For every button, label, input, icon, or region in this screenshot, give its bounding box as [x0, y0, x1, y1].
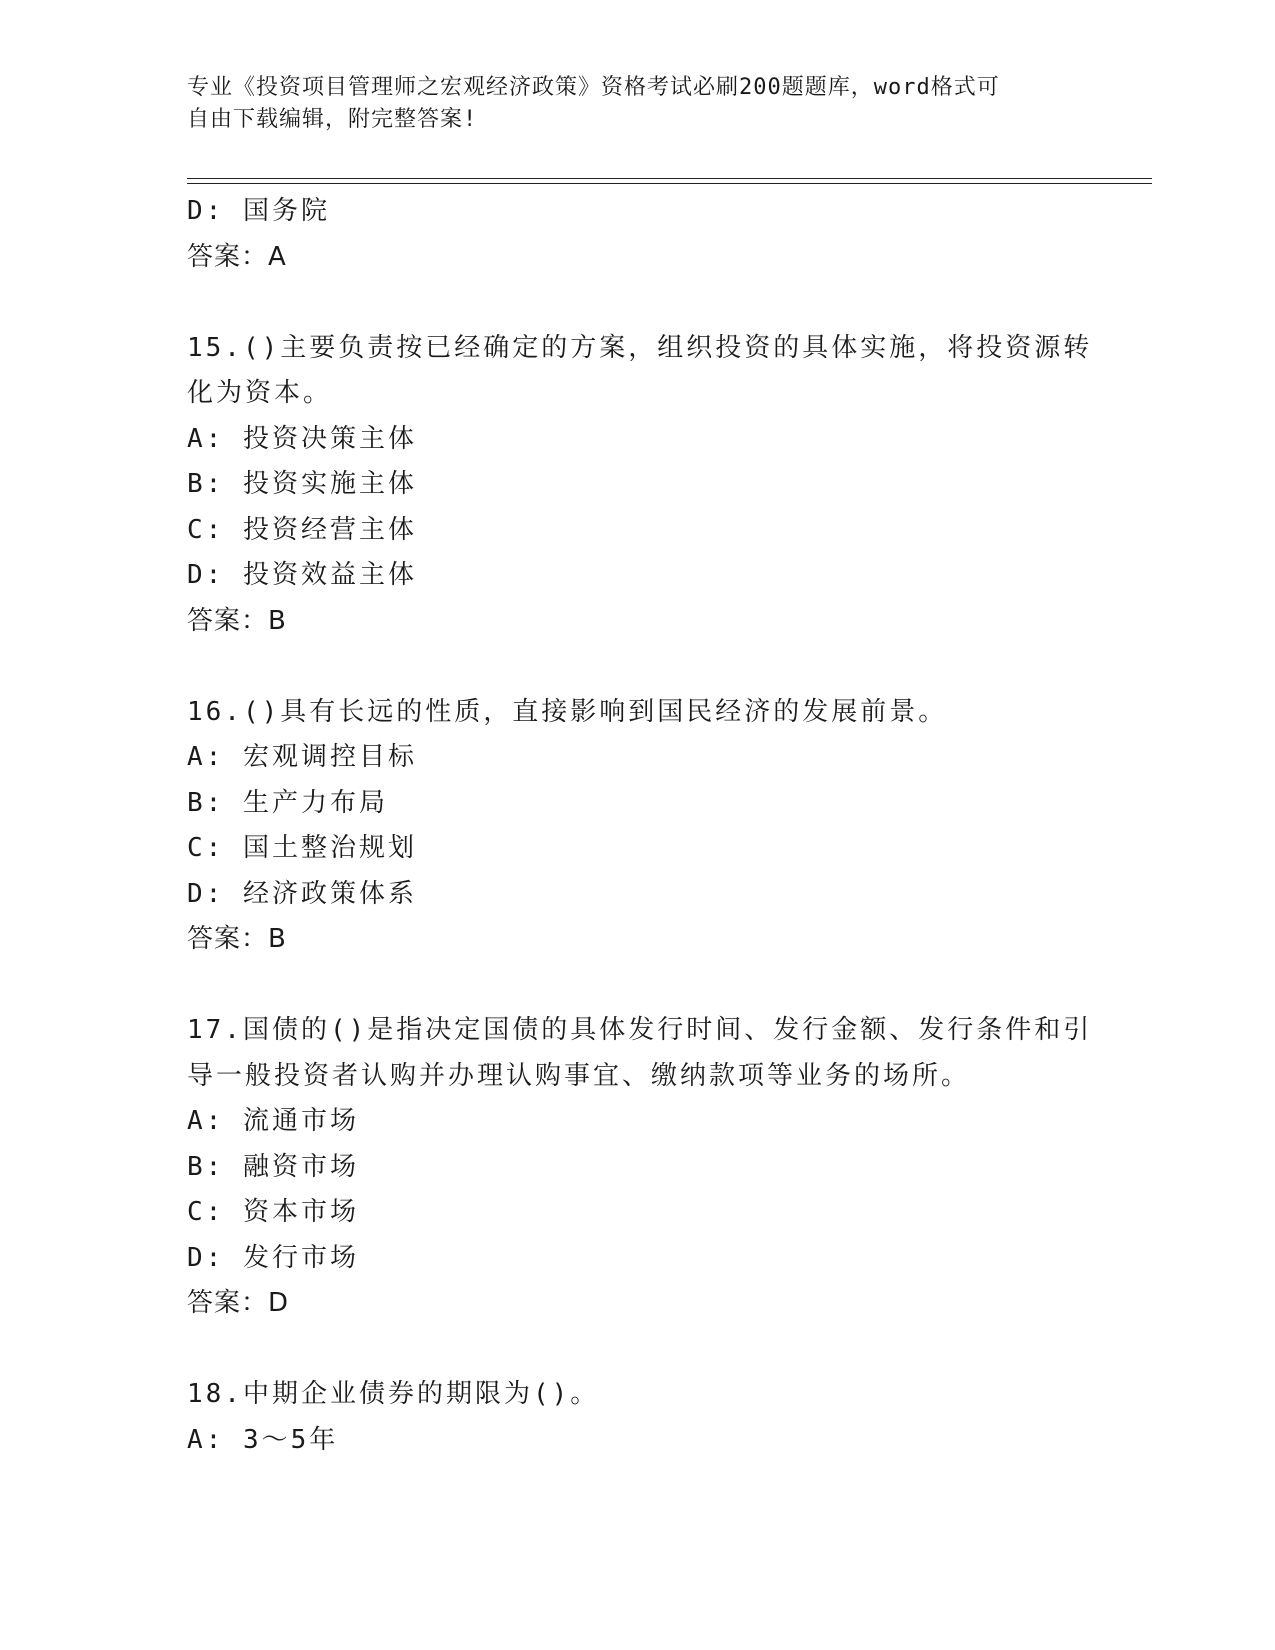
question-stem-line: 导一般投资者认购并办理认购事宜、缴纳款项等业务的场所。	[187, 1060, 971, 1091]
option-b: B: 生产力布局	[187, 787, 388, 818]
option-d: D: 发行市场	[187, 1242, 359, 1273]
header-line-2: 自由下载编辑，附完整答案!	[187, 107, 478, 132]
question-18	[187, 1372, 1087, 1463]
answer: 答案：D	[187, 1288, 290, 1318]
question-stem-line: 16.()具有长远的性质，直接影响到国民经济的发展前景。	[187, 696, 948, 727]
option-a: A: 宏观调控目标	[187, 742, 417, 772]
header-divider-bottom	[187, 183, 1152, 184]
spacer	[187, 1327, 1087, 1373]
option-a: A: 3～5年	[187, 1424, 339, 1455]
option-b: B: 投资实施主体	[187, 469, 417, 499]
answer: 答案：A	[187, 241, 287, 272]
option-a: A: 投资决策主体	[187, 423, 417, 454]
question-stem-line: 17.国债的()是指决定国债的具体发行时间、发行金额、发行条件和引	[187, 1015, 1093, 1045]
document-body	[187, 189, 1093, 1463]
question-17	[187, 1008, 1093, 1327]
question-stem-line: 15.()主要负责按已经确定的方案，组织投资的具体实施，将投资源转	[187, 332, 1093, 363]
option-b: B: 融资市场	[187, 1151, 359, 1182]
document-header	[187, 72, 1087, 136]
header-divider-top	[187, 178, 1152, 179]
answer: 答案：B	[187, 605, 287, 636]
option-d: D: 国务院	[187, 196, 330, 226]
option-c: C: 资本市场	[187, 1197, 359, 1227]
spacer	[187, 644, 1087, 690]
spacer	[187, 963, 1087, 1009]
header-line-1: 专业《投资项目管理师之宏观经济政策》资格考试必刷200题题库，word格式可	[187, 75, 1000, 100]
spacer	[187, 280, 1087, 326]
question-stem-line: 化为资本。	[187, 378, 333, 408]
option-d: D: 经济政策体系	[187, 878, 417, 909]
question-stem-line: 18.中期企业债券的期限为()。	[187, 1379, 600, 1409]
question-15	[187, 326, 1093, 645]
question-16	[187, 690, 1087, 963]
option-d: D: 投资效益主体	[187, 560, 417, 590]
answer: 答案：B	[187, 924, 287, 954]
option-a: A: 流通市场	[187, 1106, 359, 1136]
option-c: C: 国土整治规划	[187, 833, 417, 863]
option-c: C: 投资经营主体	[187, 514, 417, 545]
